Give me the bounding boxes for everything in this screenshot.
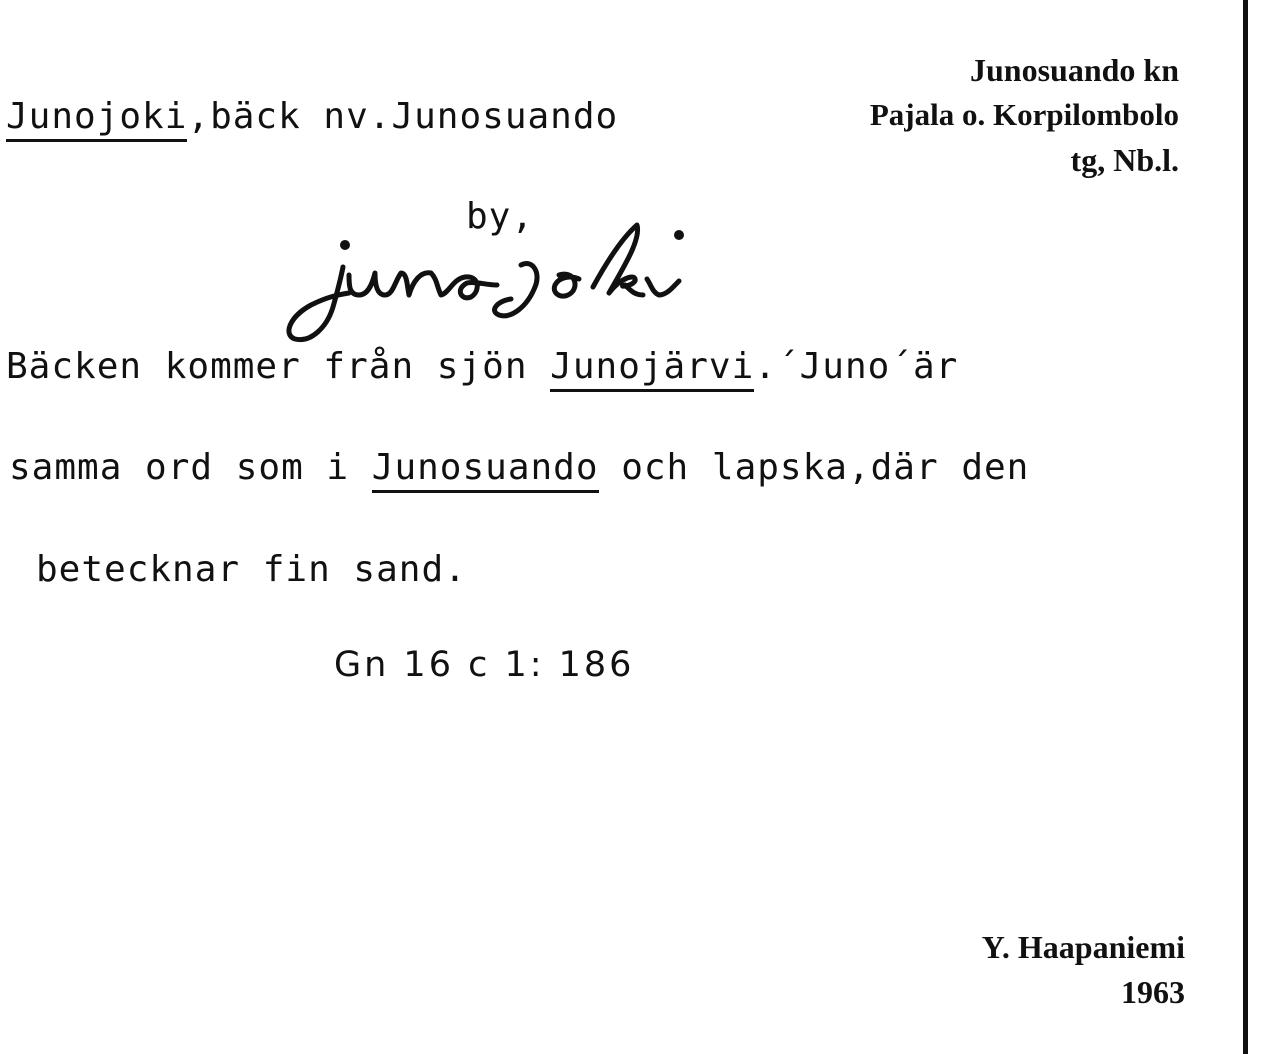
source-reference: Gn 16 c 1: 186 — [334, 645, 635, 685]
headword: Junojoki — [6, 96, 187, 142]
body-line-2-end: och lapska,där den — [598, 447, 1030, 488]
record-year: 1963 — [1121, 974, 1185, 1010]
body-line-1 — [6, 346, 958, 387]
body-line-1-end: .´Juno´är — [754, 346, 959, 387]
body-line-1-start: Bäcken kommer från sjön — [6, 346, 551, 387]
parish-line: Junosuando kn — [969, 52, 1179, 88]
body-line-2 — [9, 447, 1029, 488]
headword-line — [6, 96, 618, 137]
author-name: Y. Haapaniemi — [981, 929, 1185, 965]
body-line-2-start: samma ord som i — [9, 447, 372, 488]
village-name-term: Junosuando — [372, 447, 599, 493]
by-line: by, — [466, 196, 535, 237]
headword-description: ,bäck nv.Junosuando — [187, 96, 619, 137]
county-line: tg, Nb.l. — [1070, 142, 1179, 178]
card-edge-line — [1243, 0, 1248, 1054]
municipality-line: Pajala o. Korpilombolo — [869, 97, 1179, 132]
body-line-3: betecknar fin sand. — [36, 549, 467, 590]
lake-name-term: Junojärvi — [550, 346, 754, 392]
handwritten-form — [275, 215, 845, 355]
